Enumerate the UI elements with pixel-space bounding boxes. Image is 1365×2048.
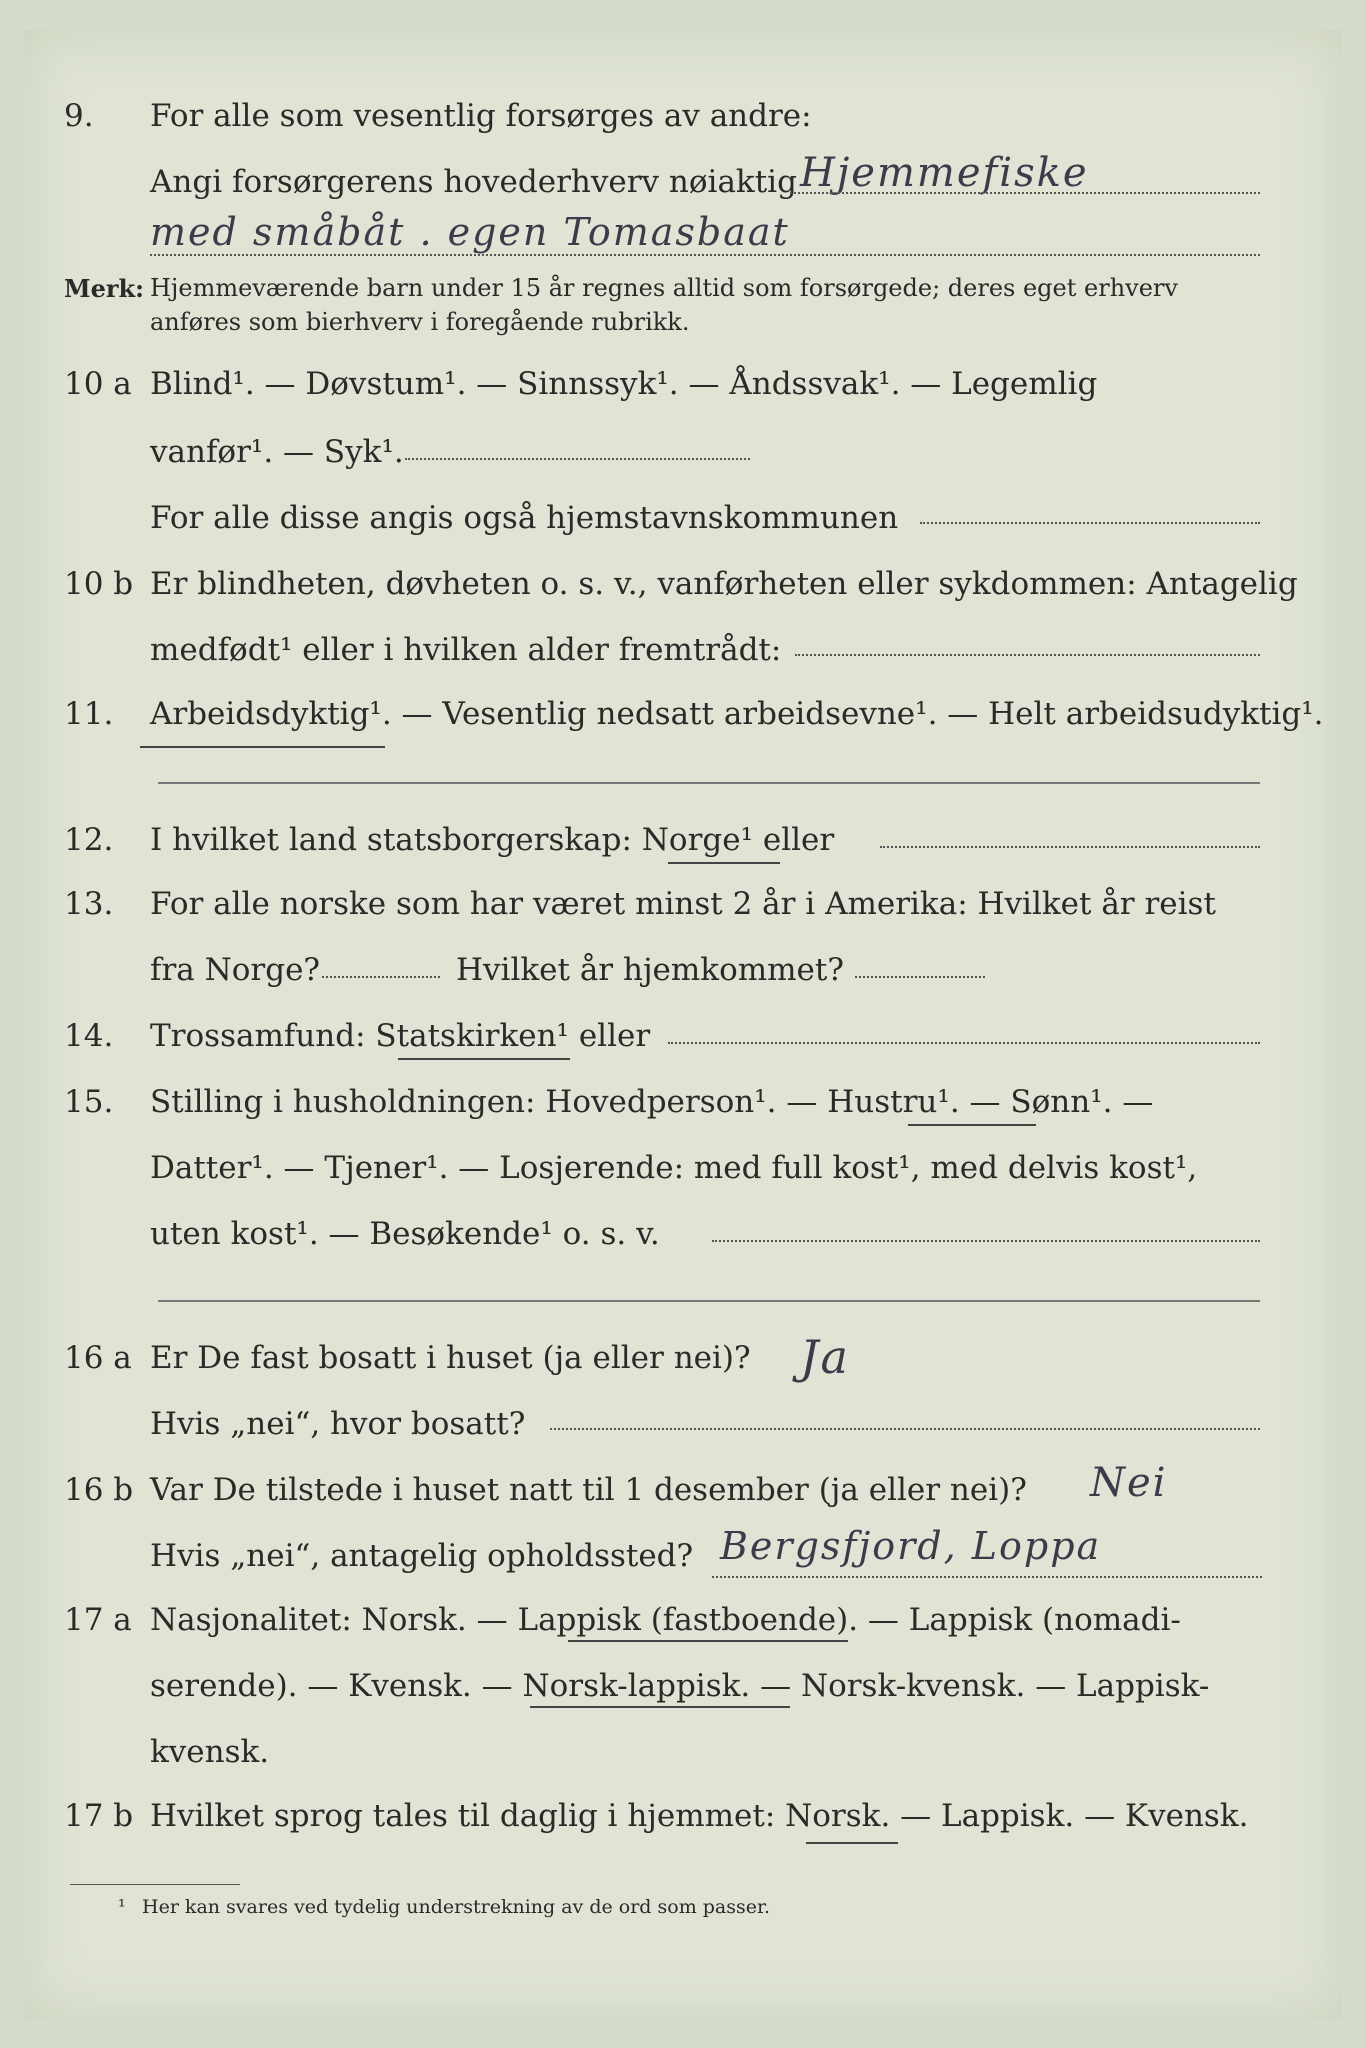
q10a-number: 10 a (64, 366, 132, 402)
q16b-line2: Hvis „nei“, antagelig opholdssted? (150, 1538, 694, 1574)
q11-answer-line (158, 782, 1260, 784)
q11-line1: Arbeidsdyktig¹. — Vesentlig nedsatt arbeidsevne¹. — Helt arbeidsudyktig¹. (150, 696, 1324, 732)
q9-number: 9. (64, 98, 94, 134)
q10b-line2: medfødt¹ eller i hvilken alder fremtrådt: (150, 632, 782, 668)
q14-line1: Trossamfund: Statskirken¹ eller (150, 1018, 651, 1054)
q9-line1: For alle som vesentlig forsørges av andre: (150, 98, 812, 134)
q17a-number: 17 a (64, 1602, 132, 1638)
q9-dotted-line1 (790, 192, 1260, 194)
footnote-text: Her kan svares ved tydelig understrekning av de ord som passer. (142, 1896, 771, 1918)
q10a-dotted-line1 (405, 458, 750, 460)
q17a-line2: serende). — Kvensk. — Norsk-lappisk. — Norsk-kvensk. — Lappisk- (150, 1668, 1210, 1704)
q16b-number: 16 b (64, 1472, 134, 1508)
q16a-line1: Er De fast bosatt i huset (ja eller nei)? (150, 1340, 751, 1376)
merk-line1: Hjemmeværende barn under 15 år regnes alltid som forsørgede; deres eget erhverv (150, 274, 1178, 302)
q13-line2b: Hvilket år hjemkommet? (456, 952, 844, 988)
q13-number: 13. (64, 886, 114, 922)
q10a-line2: vanfør¹. — Syk¹. (150, 434, 404, 470)
q10a-line1: Blind¹. — Døvstum¹. — Sinnssyk¹. — Åndssvak¹. — Legemlig (150, 366, 1098, 402)
q15-underline-hustru (908, 1124, 1036, 1126)
q9-line2: Angi forsørgerens hovederhverv nøiaktig (150, 164, 797, 200)
q15-line1: Stilling i husholdningen: Hovedperson¹. — Hustru¹. — Sønn¹. — (150, 1084, 1154, 1120)
q16b-handwritten-answer2: Bergsfjord, Loppa (720, 1524, 1102, 1568)
q9-handwritten-answer2: med småbåt . egen Tomasbaat (150, 210, 790, 254)
q16a-dotted-line (550, 1428, 1260, 1430)
q17b-underline-norsk (806, 1842, 898, 1844)
q12-dotted-line (880, 846, 1260, 848)
q16a-number: 16 a (64, 1340, 132, 1376)
q17a-line3: kvensk. (150, 1734, 270, 1770)
q15-number: 15. (64, 1084, 114, 1120)
q16a-handwritten-answer: Ja (800, 1330, 850, 1384)
q11-number: 11. (64, 696, 114, 732)
merk-line2: anføres som bierhverv i foregående rubrikk. (150, 308, 690, 336)
q16b-line1: Var De tilstede i huset natt til 1 desember (ja eller nei)? (150, 1472, 1027, 1508)
q13-dotted-line1 (322, 976, 440, 978)
q10b-line1: Er blindheten, døvheten o. s. v., vanførheten eller sykdommen: Antagelig (150, 566, 1298, 602)
q16b-handwritten-answer1: Nei (1090, 1460, 1168, 1506)
q17a-underline-norsk-lappisk (530, 1706, 790, 1708)
q15-answer-line (158, 1300, 1260, 1302)
q10a-line3: For alle disse angis også hjemstavnskommunen (150, 500, 899, 536)
footnote-mark: ¹ (118, 1896, 126, 1918)
q10b-number: 10 b (64, 566, 134, 602)
q13-line2a: fra Norge? (150, 952, 321, 988)
footnote-rule (70, 1884, 240, 1885)
q13-dotted-line2 (855, 976, 985, 978)
q15-dotted-line (712, 1240, 1260, 1242)
q11-underline-arbeidsdyktig (140, 746, 385, 748)
q17a-underline-lappisk-fastboende (568, 1640, 848, 1642)
q12-number: 12. (64, 822, 114, 858)
q14-number: 14. (64, 1018, 114, 1054)
merk-label: Merk: (64, 274, 144, 303)
q9-handwritten-answer1: Hjemmefiske (800, 150, 1089, 196)
q16b-dotted-line (712, 1576, 1262, 1578)
q16a-line2: Hvis „nei“, hvor bosatt? (150, 1406, 526, 1442)
q17b-number: 17 b (64, 1798, 134, 1834)
q14-dotted-line (668, 1042, 1260, 1044)
q10a-dotted-line2 (920, 522, 1260, 524)
q15-line2: Datter¹. — Tjener¹. — Losjerende: med full kost¹, med delvis kost¹, (150, 1150, 1198, 1186)
q13-line1: For alle norske som har været minst 2 år i Amerika: Hvilket år reist (150, 886, 1216, 922)
q12-underline-norge (668, 862, 780, 864)
q12-line1: I hvilket land statsborgerskap: Norge¹ eller (150, 822, 835, 858)
q15-line3: uten kost¹. — Besøkende¹ o. s. v. (150, 1216, 660, 1252)
q17b-line1: Hvilket sprog tales til daglig i hjemmet: Norsk. — Lappisk. — Kvensk. (150, 1798, 1249, 1834)
q17a-line1: Nasjonalitet: Norsk. — Lappisk (fastboende). — Lappisk (nomadi- (150, 1602, 1181, 1638)
q9-dotted-line2 (150, 254, 1260, 256)
q14-underline-statskirken (398, 1058, 570, 1060)
q10b-dotted-line (795, 654, 1260, 656)
